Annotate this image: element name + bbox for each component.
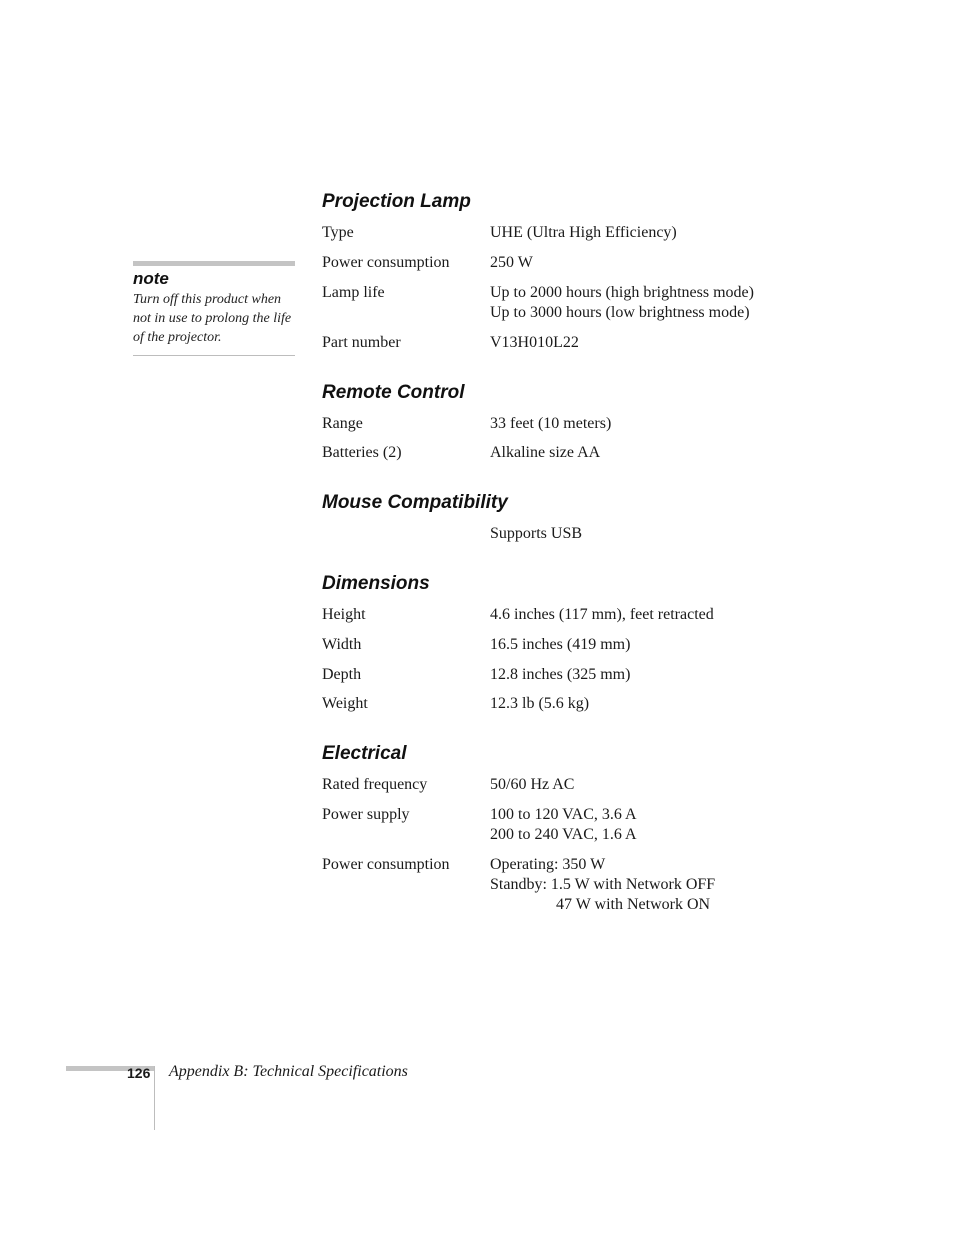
spec-value [490, 414, 611, 434]
spec-label: Height [322, 606, 366, 623]
spec-value-line: 4.6 inches (117 mm), feet retracted [490, 606, 714, 623]
note-line: not in use to prolong the life [133, 311, 292, 326]
spec-value-line: 12.3 lb (5.6 kg) [490, 695, 590, 712]
spec-value-line: UHE (Ultra High Efficiency) [490, 224, 677, 241]
spec-value-line: 100 to 120 VAC, 3.6 A [490, 806, 637, 823]
spec-value [490, 855, 715, 915]
spec-label: Depth [322, 666, 362, 683]
spec-value [490, 333, 579, 353]
footer-title: Appendix B: Technical Specifications [169, 1063, 408, 1080]
spec-value-line: Supports USB [490, 525, 583, 542]
spec-label: Range [322, 415, 363, 432]
spec-value-line: 47 W with Network ON [556, 896, 711, 913]
spec-value [490, 775, 574, 795]
spec-value-line: V13H010L22 [490, 334, 579, 351]
spec-value-line: 250 W [490, 254, 533, 271]
spec-value-line: 200 to 240 VAC, 1.6 A [490, 826, 637, 843]
note-line: of the projector. [133, 330, 222, 345]
spec-value [490, 283, 754, 323]
spec-label: Power supply [322, 806, 410, 823]
section-title-projection-lamp: Projection Lamp [322, 191, 471, 212]
spec-value [490, 223, 677, 243]
spec-value [490, 253, 533, 273]
section-title-electrical: Electrical [322, 743, 407, 764]
spec-value [490, 524, 582, 544]
spec-value-line: Up to 3000 hours (low brightness mode) [490, 304, 750, 321]
spec-value [490, 635, 630, 655]
spec-label: Type [322, 224, 354, 241]
spec-value-line: 16.5 inches (419 mm) [490, 636, 631, 653]
spec-value-line: Alkaline size AA [490, 444, 601, 461]
spec-value-line: 12.8 inches (325 mm) [490, 666, 631, 683]
spec-label: Lamp life [322, 284, 385, 301]
spec-label: Power consumption [322, 254, 450, 271]
spec-label: Width [322, 636, 362, 653]
section-title-dimensions: Dimensions [322, 573, 430, 594]
spec-value [490, 805, 637, 845]
spec-label: Batteries (2) [322, 444, 402, 461]
spec-label: Weight [322, 695, 368, 712]
spec-value-line: Operating: 350 W [490, 856, 606, 873]
spec-value-line: 50/60 Hz AC [490, 776, 575, 793]
spec-value [490, 694, 589, 714]
page-number: 126 [127, 1065, 151, 1081]
section-title-mouse-compatibility: Mouse Compatibility [322, 492, 508, 513]
note-divider-top [133, 261, 295, 266]
spec-value-line: 33 feet (10 meters) [490, 415, 612, 432]
note-box [133, 261, 295, 356]
spec-value [490, 665, 630, 685]
spec-label: Power consumption [322, 856, 450, 873]
spec-value-line: Up to 2000 hours (high brightness mode) [490, 284, 754, 301]
spec-value-line: Standby: 1.5 W with Network OFF [490, 876, 716, 893]
spec-label: Part number [322, 334, 401, 351]
footer-vertical-rule [154, 1066, 155, 1130]
spec-label: Rated frequency [322, 776, 428, 793]
spec-value [490, 443, 600, 463]
note-divider-bottom [133, 355, 295, 356]
note-line: Turn off this product when [133, 292, 282, 307]
section-title-remote-control: Remote Control [322, 382, 465, 403]
note-title: note [133, 269, 169, 288]
note-text [133, 290, 295, 347]
spec-value [490, 605, 714, 625]
